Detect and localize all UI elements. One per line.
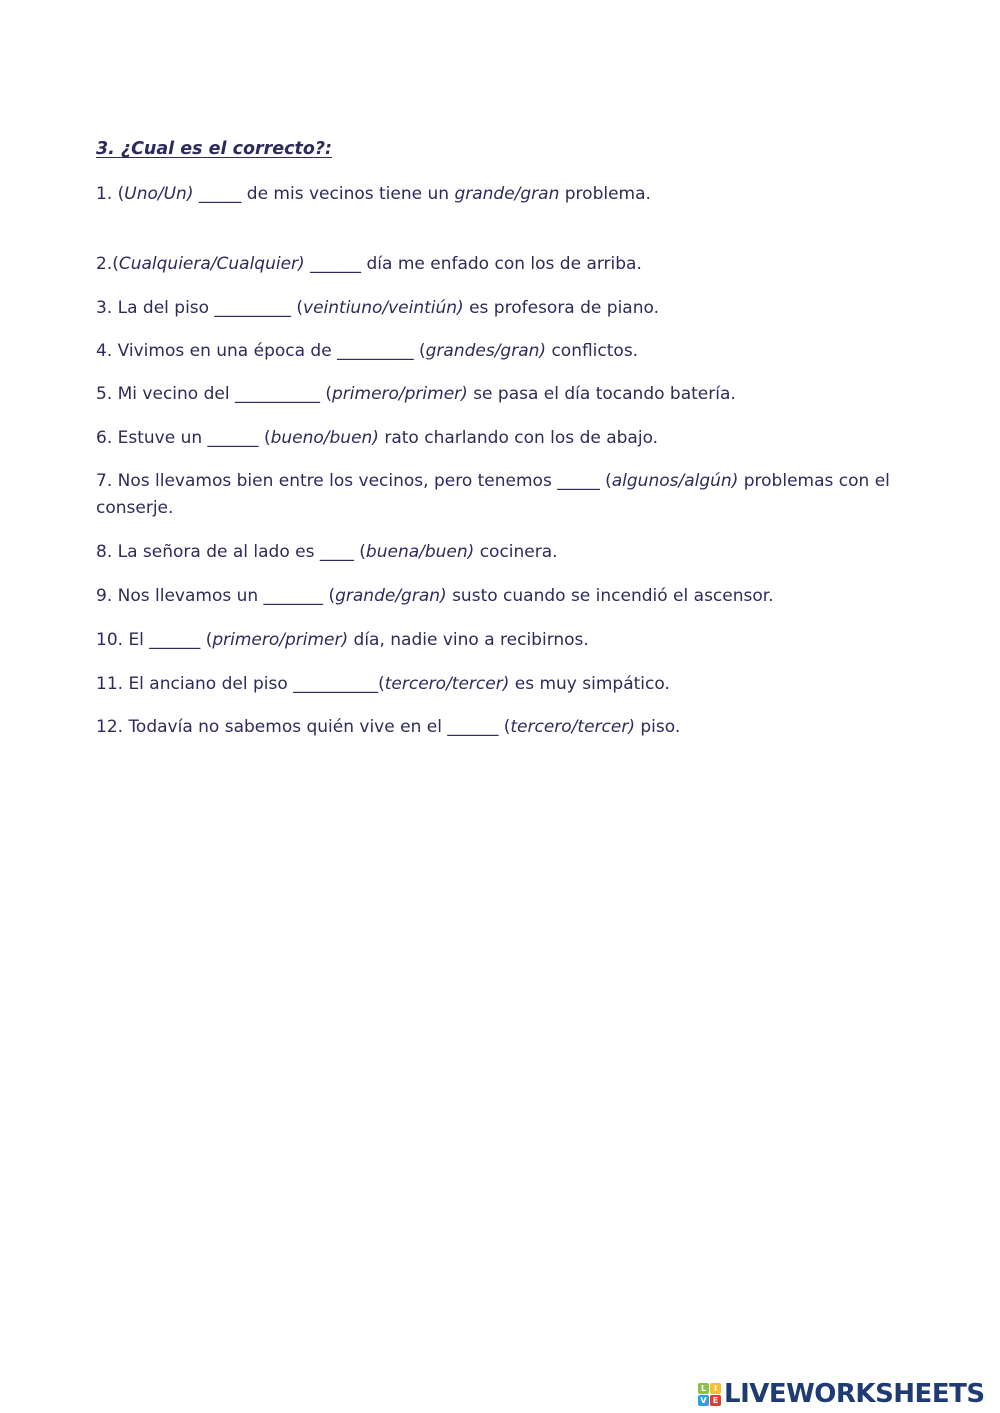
sentence-text: es profesora de piano. (463, 298, 659, 318)
sentence-text: susto cuando se incendió el ascensor. (446, 586, 774, 606)
sentence-text: problema. (559, 184, 651, 204)
option-choices: buena/buen) (365, 542, 475, 562)
option-choices: tercero/tercer) (510, 717, 635, 737)
exercise-item-9 (96, 583, 896, 610)
option-choices: primero/primer) (212, 630, 349, 650)
sentence-text: 6. Estuve un ______ ( (96, 428, 271, 448)
sentence-text: 11. El anciano del piso __________( (96, 674, 385, 694)
logo-tile-l: L (698, 1383, 709, 1394)
sentence-text: conflictos. (546, 341, 639, 361)
option-choices: tercero/tercer) (384, 674, 510, 694)
sentence-text: problemas con el conserje. (96, 471, 890, 518)
sentence-text: 2.( (96, 254, 119, 274)
sentence-text: 3. La del piso _________ ( (96, 298, 304, 318)
sentence-text: 4. Vivimos en una época de _________ ( (96, 341, 426, 361)
option-choices: bueno/buen) (270, 428, 379, 448)
option-choices: grande/gran (454, 184, 560, 204)
option-choices: grandes/gran) (425, 341, 547, 361)
logo-tile-e: E (710, 1395, 721, 1406)
exercise-item-2 (96, 251, 896, 278)
sentence-text: piso. (634, 717, 681, 737)
option-choices: Uno/Un) (124, 184, 194, 204)
exercise-item-7 (96, 468, 896, 522)
sentence-text: se pasa el día tocando batería. (467, 384, 736, 404)
exercise-item-4 (96, 338, 896, 365)
exercise-item-8 (96, 539, 896, 566)
sentence-text: 7. Nos llevamos bien entre los vecinos, pero tenemos _____ ( (96, 471, 612, 491)
sentence-text: es muy simpático. (509, 674, 670, 694)
sentence-text: 1. ( (96, 184, 125, 204)
sentence-text: 12. Todavía no sabemos quién vive en el ______ ( (96, 717, 511, 737)
liveworksheets-logo (698, 1378, 985, 1410)
logo-tile-i: I (710, 1383, 721, 1394)
exercise-item-5 (96, 381, 896, 408)
exercise-heading: 3. ¿Cual es el correcto?: (96, 139, 333, 159)
sentence-text: _____ de mis vecinos tiene un (193, 184, 455, 204)
logo-text: LIVEWORKSHEETS (724, 1379, 985, 1409)
option-choices: veintiuno/veintiún) (303, 298, 464, 318)
sentence-text: cocinera. (474, 542, 558, 562)
sentence-text: ______ día me enfado con los de arriba. (304, 254, 642, 274)
option-choices: grande/gran) (335, 586, 447, 606)
exercise-item-10 (96, 627, 896, 654)
sentence-text: rato charlando con los de abajo. (378, 428, 659, 448)
logo-tiles-icon (698, 1383, 721, 1406)
sentence-text: 5. Mi vecino del __________ ( (96, 384, 332, 404)
exercise-item-3 (96, 295, 896, 322)
sentence-text: 8. La señora de al lado es ____ ( (96, 542, 366, 562)
sentence-text: 9. Nos llevamos un _______ ( (96, 586, 336, 606)
exercise-item-12 (96, 714, 896, 741)
exercise-item-11 (96, 671, 896, 698)
logo-tile-v: V (698, 1395, 709, 1406)
sentence-text: día, nadie vino a recibirnos. (348, 630, 589, 650)
option-choices: primero/primer) (332, 384, 468, 404)
exercise-item-6 (96, 425, 896, 452)
exercise-item-1 (96, 181, 896, 208)
option-choices: algunos/algún) (611, 471, 739, 491)
sentence-text: 10. El ______ ( (96, 630, 213, 650)
option-choices: Cualquiera/Cualquier) (118, 254, 305, 274)
